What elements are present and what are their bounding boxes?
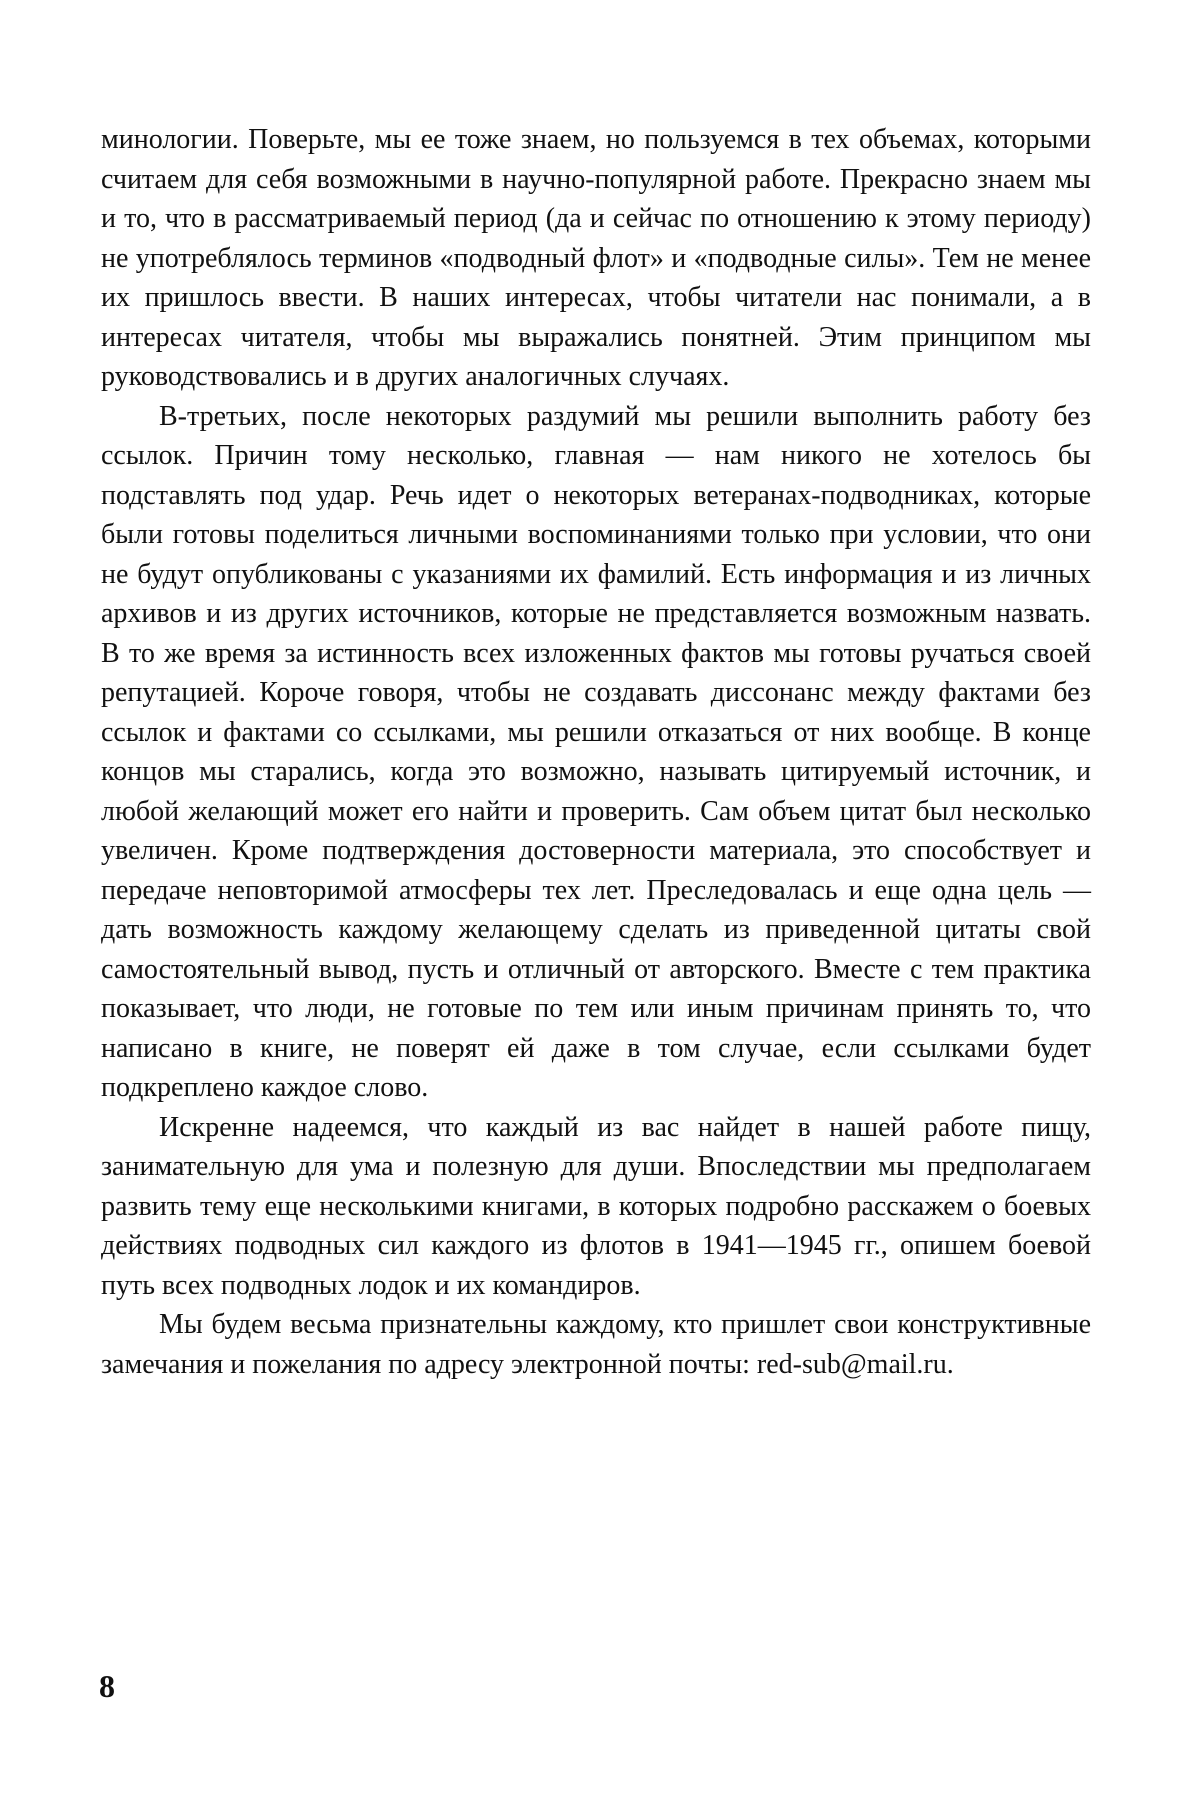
body-text bbox=[101, 120, 1091, 1384]
page-number: 8 bbox=[99, 1668, 115, 1704]
paragraph-no-references: В-третьих, после некоторых раздумий мы решили выполнить работу без ссылок. Причин тому несколько, главная — нам никого не хотелось бы подставлять под удар. Речь идет о некоторых ветеранах-подводниках, которые были готовы поделиться личными воспоминаниями только при условии, что они не будут опубликованы с указаниями их фамилий. Есть информация и из личных архивов и из других источников, которые не представляется возможным назвать. В то же время за истинность всех изложенных фактов мы готовы ручаться своей репутацией. Короче говоря, чтобы не создавать диссонанс между фактами без ссылок и фактами со ссылками, мы решили отказаться от них вообще. В конце концов мы старались, когда это возможно, называть цитируемый источник, и любой желающий может его найти и проверить. Сам объем цитат был несколько увеличен. Кроме подтверждения достоверности материала, это способствует и передаче неповторимой атмосферы тех лет. Преследовалась и еще одна цель — дать возможность каждому желающему сделать из приведенной цитаты свой самостоятельный вывод, пусть и отличный от авторского. Вместе с тем практика показывает, что люди, не готовые по тем или иным причинам принять то, что написано в книге, не поверят ей даже в том случае, если ссылками будет подкреплено каждое слово. bbox=[101, 400, 1091, 1103]
paragraph-continued-terminology: минологии. Поверьте, мы ее тоже знаем, но пользуемся в тех объемах, которыми считаем для себя возможными в научно-популярной работе. Прекрасно знаем мы и то, что в рассматриваемый период (да и сейчас по отношению к этому периоду) не употреблялось терминов «подводный флот» и «подводные силы». Тем не менее их пришлось ввести. В наших интересах, чтобы читатели нас понимали, а в интересах читателя, чтобы мы выражались понятней. Этим принципом мы руководствовались и в других аналогичных случаях. bbox=[101, 124, 1091, 392]
paragraph-contact-email: Мы будем весьма признательны каждому, кто пришлет свои конструктивные замечания и пожелания по адресу электронной почты: red-sub@mail.ru. bbox=[101, 1309, 1091, 1380]
paragraph-future-books: Искренне надеемся, что каждый из вас найдет в нашей работе пищу, занимательную для ума и полезную для души. Впоследствии мы предполагаем развить тему еще несколькими книгами, в которых подробно расскажем о боевых действиях подводных сил каждого из флотов в 1941—1945 гг., опишем боевой путь всех подводных лодок и их командиров. bbox=[101, 1111, 1091, 1301]
